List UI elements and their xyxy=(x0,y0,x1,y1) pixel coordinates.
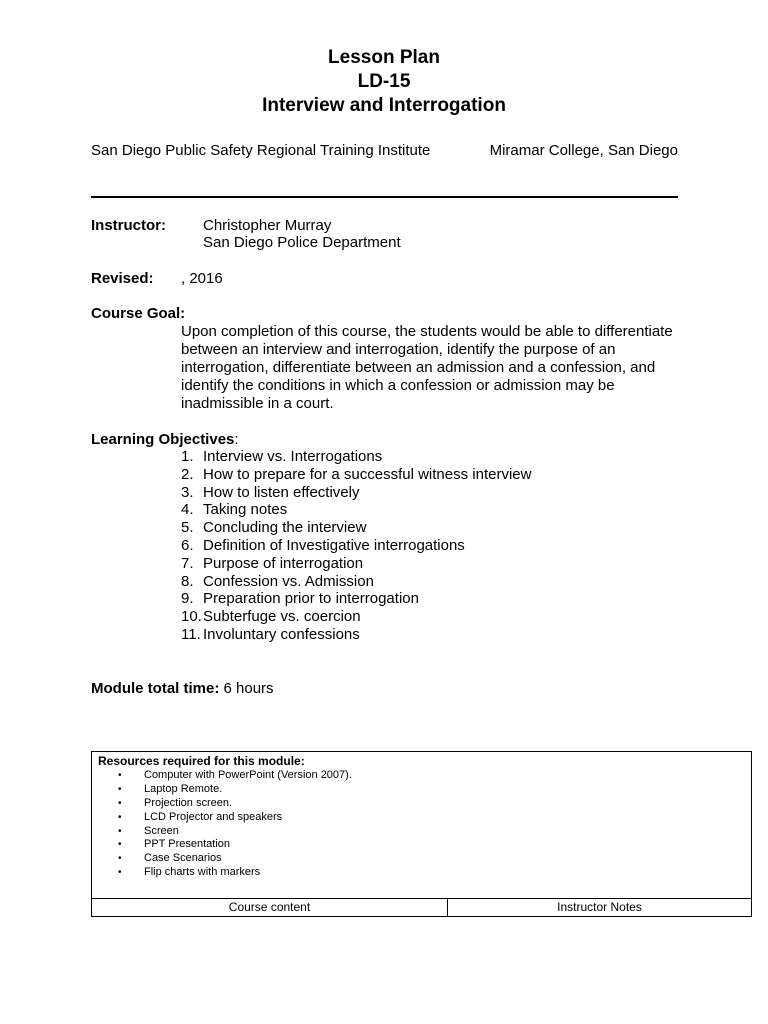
list-item xyxy=(118,783,352,797)
learning-objectives-label: Learning Objectives xyxy=(91,431,235,448)
objective-number: 8. xyxy=(181,572,194,590)
list-item xyxy=(118,852,352,866)
learning-objectives-colon: : xyxy=(234,431,239,448)
objective-number: 5. xyxy=(181,519,194,537)
objective-text: Interview vs. Interrogations xyxy=(203,448,383,465)
table-header-row xyxy=(92,899,751,916)
resource-text: Screen xyxy=(144,824,179,837)
learning-objectives-heading xyxy=(91,431,239,449)
title-block xyxy=(0,46,768,118)
objective-text: Purpose of interrogation xyxy=(203,554,364,572)
objective-number: 9. xyxy=(181,590,194,608)
lesson-subtitle: Interview and Interrogation xyxy=(262,95,506,116)
instructor-name: Christopher Murray xyxy=(203,217,332,234)
resource-text: Laptop Remote. xyxy=(144,782,223,795)
column-instructor-notes: Instructor Notes xyxy=(557,900,642,914)
resources-list xyxy=(118,769,352,880)
revised-value: , 2016 xyxy=(181,270,223,287)
resource-text: Case Scenarios xyxy=(144,852,222,865)
list-item xyxy=(181,608,531,626)
list-item xyxy=(118,825,352,839)
list-item xyxy=(118,811,352,825)
resource-text: LCD Projector and speakers xyxy=(144,810,283,823)
objective-number: 6. xyxy=(181,536,194,554)
objective-number: 7. xyxy=(181,554,194,572)
resource-text: Projection screen. xyxy=(144,796,233,809)
objective-text: Concluding the interview xyxy=(203,519,367,537)
bullet-icon: • xyxy=(118,853,122,865)
bullet-icon: • xyxy=(118,867,122,879)
institute-row xyxy=(91,142,678,162)
objective-text: Preparation prior to interrogation xyxy=(203,590,419,608)
lesson-code: LD-15 xyxy=(357,71,411,92)
instructor-department: San Diego Police Department xyxy=(203,234,401,251)
institute-location: Miramar College, San Diego xyxy=(489,142,678,159)
module-time-value: 6 hours xyxy=(223,680,274,697)
column-course-content: Course content xyxy=(92,899,448,916)
module-time xyxy=(91,680,274,698)
objective-number: 11. xyxy=(181,625,201,643)
resources-table xyxy=(91,751,752,917)
objective-text: Taking notes xyxy=(203,501,288,519)
list-item xyxy=(181,519,531,537)
revised-label: Revised: xyxy=(91,270,154,287)
list-item xyxy=(181,484,531,502)
header-divider xyxy=(91,196,678,198)
list-item xyxy=(181,590,531,608)
bullet-icon: • xyxy=(118,839,122,851)
objective-text: Confession vs. Admission xyxy=(203,572,374,590)
list-item xyxy=(181,501,531,519)
resource-text: PPT Presentation xyxy=(144,838,231,851)
objective-text: Subterfuge vs. coercion xyxy=(203,608,361,626)
objective-number: 3. xyxy=(181,483,194,501)
list-item xyxy=(118,838,352,852)
list-item xyxy=(181,466,531,484)
objective-text: How to prepare for a successful witness interview xyxy=(203,465,532,483)
instructor-label: Instructor: xyxy=(91,217,166,234)
learning-objectives-list xyxy=(181,448,531,644)
bullet-icon: • xyxy=(118,783,122,795)
list-item xyxy=(118,797,352,811)
course-goal-label: Course Goal: xyxy=(91,305,186,322)
objective-number: 4. xyxy=(181,501,194,519)
list-item xyxy=(118,769,352,783)
objective-number: 1. xyxy=(181,448,194,465)
list-item xyxy=(181,626,531,644)
institute-name: San Diego Public Safety Regional Training Institute xyxy=(91,142,431,159)
objective-number: 10. xyxy=(181,608,202,626)
resources-cell xyxy=(92,752,751,899)
resources-title: Resources required for this module: xyxy=(98,754,305,768)
document-title: Lesson Plan xyxy=(328,47,440,68)
resource-text: Flip charts with markers xyxy=(144,866,261,879)
bullet-icon: • xyxy=(118,797,122,809)
list-item xyxy=(181,448,531,466)
objective-text: Definition of Investigative interrogations xyxy=(203,536,465,554)
list-item xyxy=(181,573,531,591)
objective-text: How to listen effectively xyxy=(203,483,360,501)
list-item xyxy=(118,866,352,880)
bullet-icon: • xyxy=(118,825,122,837)
module-time-label: Module total time: xyxy=(91,680,220,697)
objective-number: 2. xyxy=(181,465,194,483)
objective-text: Involuntary confessions xyxy=(203,625,360,643)
bullet-icon: • xyxy=(118,770,122,781)
list-item xyxy=(181,537,531,555)
list-item xyxy=(181,555,531,573)
course-goal-text: Upon completion of this course, the students would be able to differentiate between an interview and interrogation, identify the purpose of an interrogation, differentiate between an admission and a confession, and identify the conditions in which a confession or admission may be inadmissible in a court. xyxy=(181,323,673,412)
resource-text: Computer with PowerPoint (Version 2007). xyxy=(144,769,352,781)
bullet-icon: • xyxy=(118,811,122,823)
